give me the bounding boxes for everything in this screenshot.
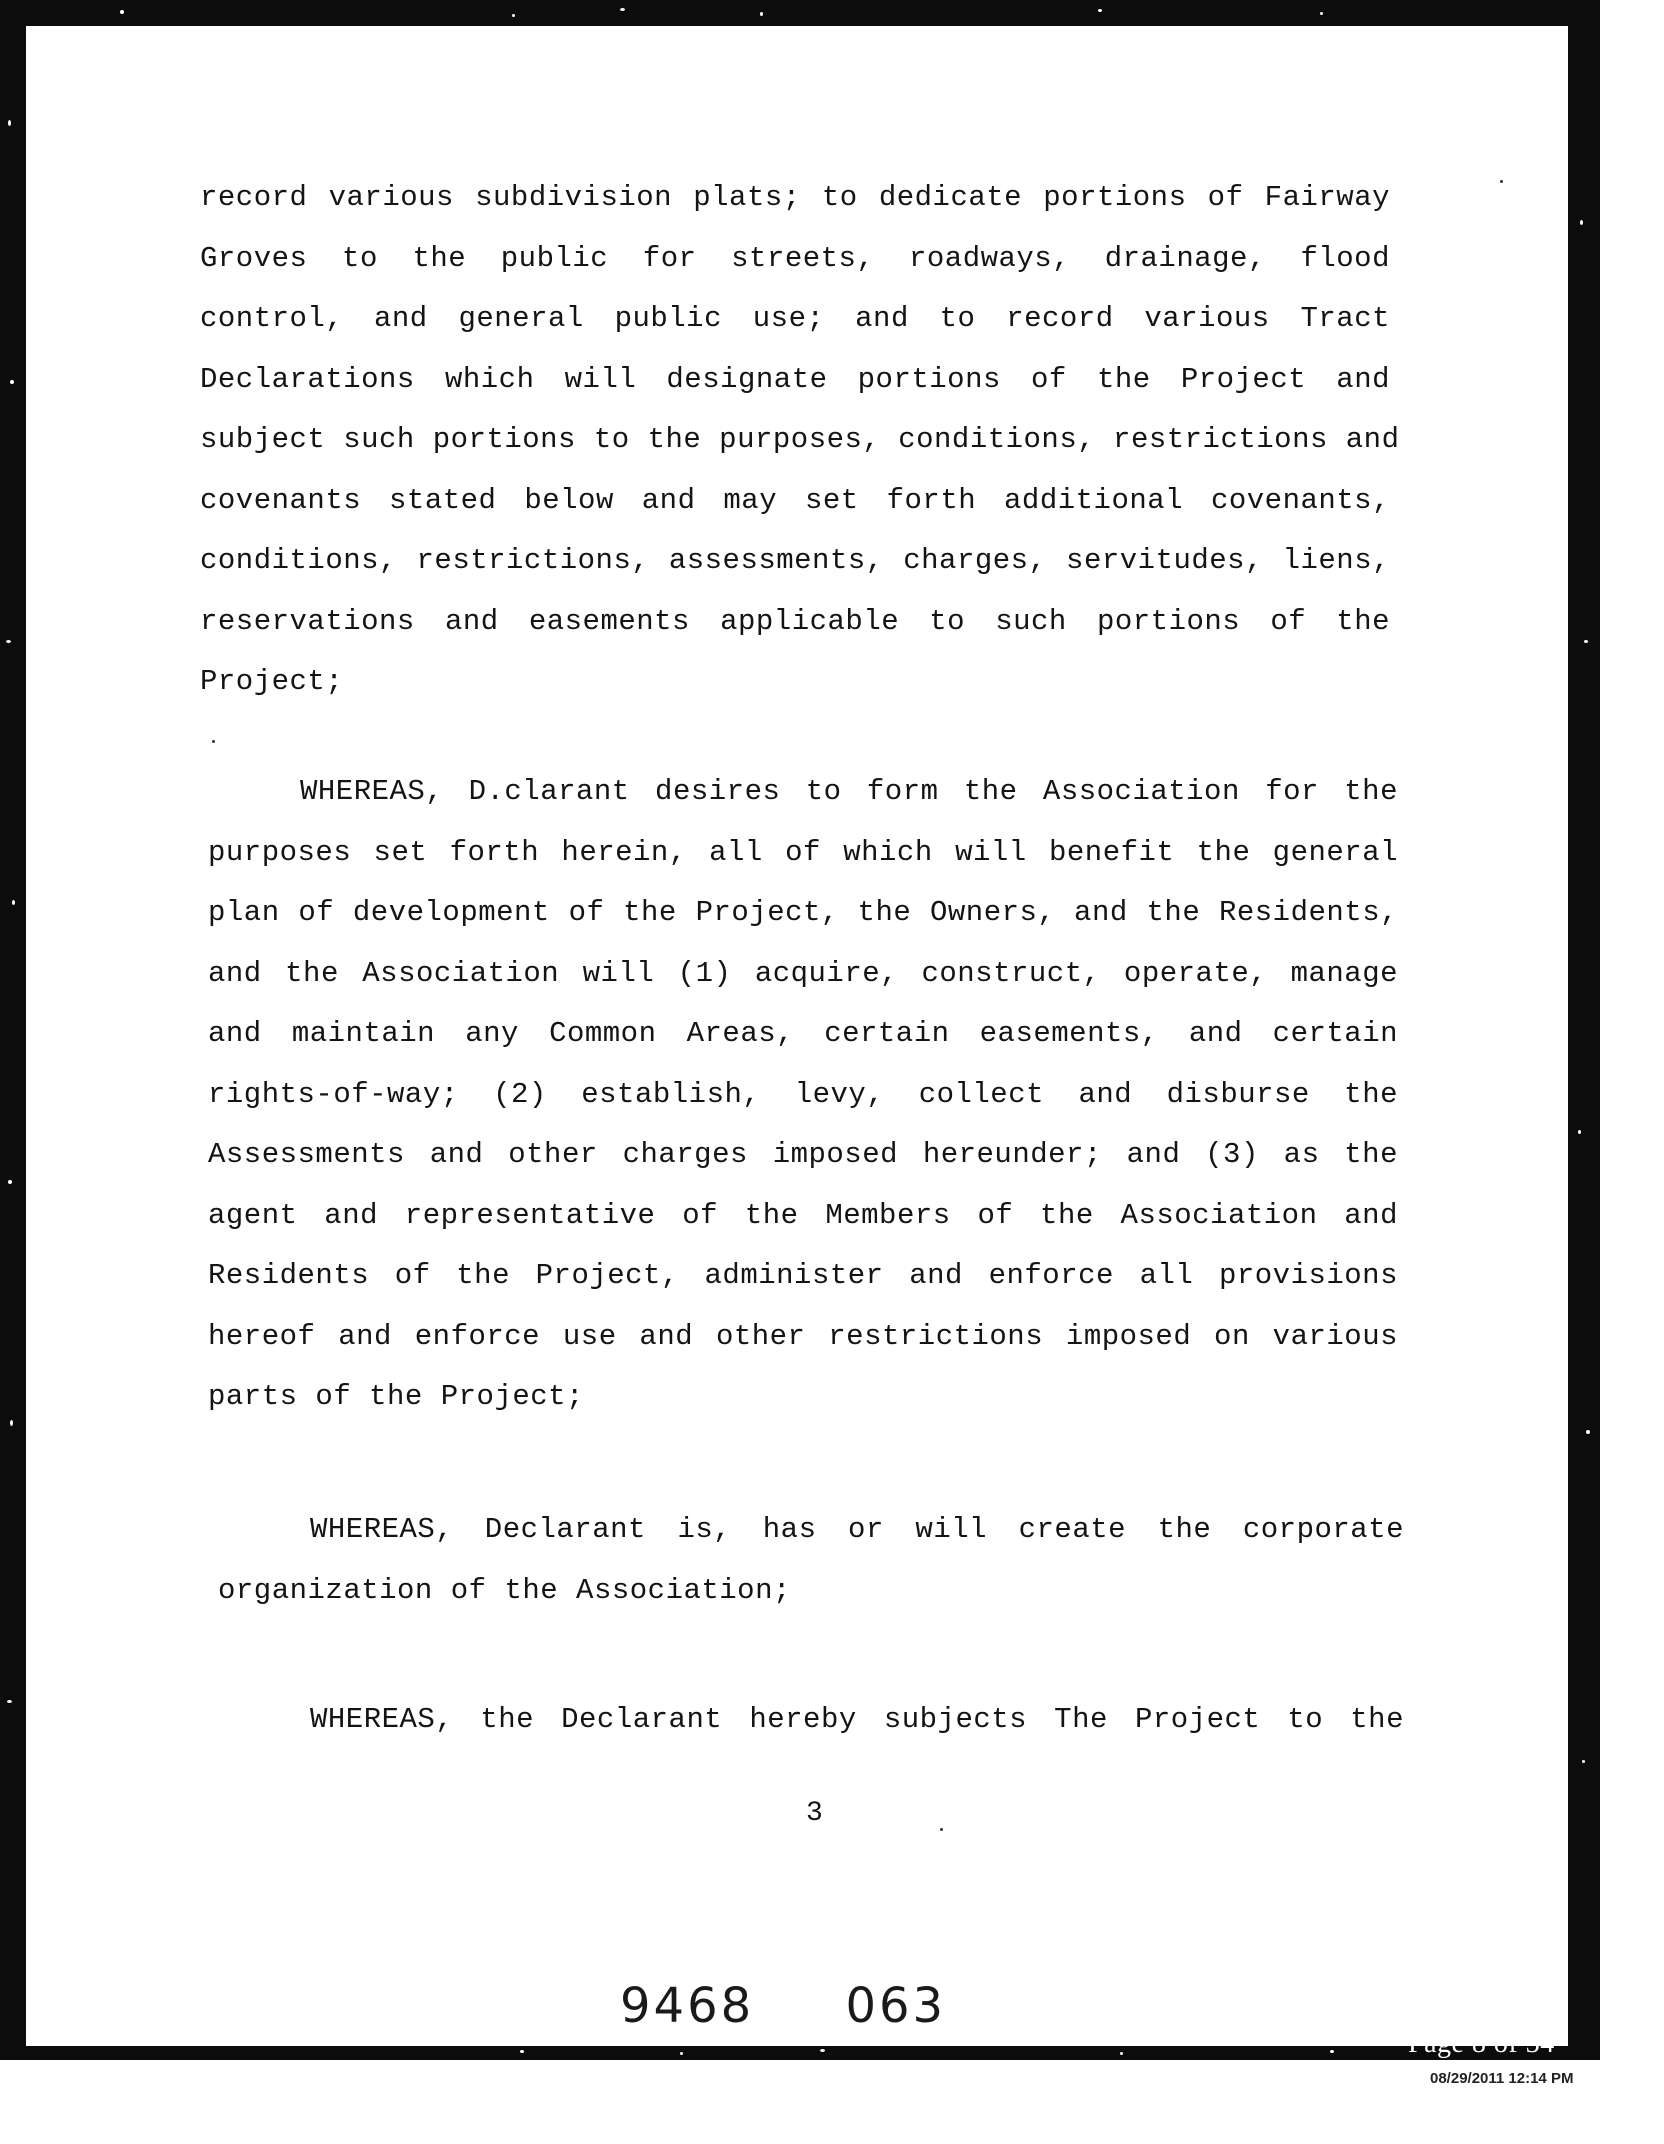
page-number: 3: [806, 1798, 823, 1829]
text-line: subject such portions to the purposes, conditions, restrictions and: [200, 423, 1400, 456]
paragraph-recitals-continued: [200, 168, 1400, 713]
text-line: organization of the Association;: [218, 1573, 791, 1607]
text-line: rights-of-way; (2) establish, levy, collect and disburse the: [208, 1077, 1398, 1111]
text-line: WHEREAS, Declarant is, has or will create the corporate: [310, 1513, 1404, 1546]
scan-border-top: [0, 0, 1600, 26]
text-line: Declarations which will designate portions of the Project and: [200, 362, 1390, 396]
text-line: covenants stated below and may set forth additional covenants,: [200, 483, 1390, 517]
text-line: conditions, restrictions, assessments, charges, servitudes, liens,: [200, 544, 1390, 577]
text-line: purposes set forth herein, all of which will benefit the general: [208, 835, 1398, 869]
scan-border-right: [1568, 0, 1600, 2060]
scan-border-left: [0, 0, 26, 2060]
paragraph-whereas-corporate: [218, 1500, 1404, 1621]
text-line: WHEREAS, the Declarant hereby subjects The Project to the: [310, 1703, 1404, 1736]
book-page-number: 9468 063: [620, 1978, 947, 2034]
text-line: and the Association will (1) acquire, construct, operate, manage: [208, 956, 1398, 990]
text-line: Residents of the Project, administer and enforce all provisions: [208, 1259, 1398, 1292]
page-of-stamp: Page 8 of 34: [1408, 2028, 1555, 2059]
text-line: Groves to the public for streets, roadways, drainage, flood: [200, 241, 1390, 275]
text-line: Project;: [200, 665, 344, 698]
text-line: control, and general public use; and to record various Tract: [200, 302, 1390, 335]
scan-border-bottom: [0, 2046, 1600, 2060]
text-line: record various subdivision plats; to dedicate portions of Fairway: [200, 181, 1390, 214]
text-line: parts of the Project;: [208, 1380, 584, 1413]
text-line: hereof and enforce use and other restrictions imposed on various: [208, 1319, 1398, 1353]
text-line: agent and representative of the Members of the Association and: [208, 1198, 1398, 1232]
text-line: Assessments and other charges imposed hereunder; and (3) as the: [208, 1138, 1398, 1171]
text-line: and maintain any Common Areas, certain easements, and certain: [208, 1017, 1398, 1050]
text-line: WHEREAS, D.clarant desires to form the Association for the: [300, 775, 1398, 808]
scan-timestamp: 08/29/2011 12:14 PM: [1430, 2070, 1574, 2087]
text-line: reservations and easements applicable to such portions of the: [200, 604, 1390, 638]
text-line: plan of development of the Project, the Owners, and the Residents,: [208, 896, 1398, 929]
paragraph-whereas-association: [208, 762, 1398, 1428]
paragraph-whereas-subjects: [218, 1690, 1404, 1751]
